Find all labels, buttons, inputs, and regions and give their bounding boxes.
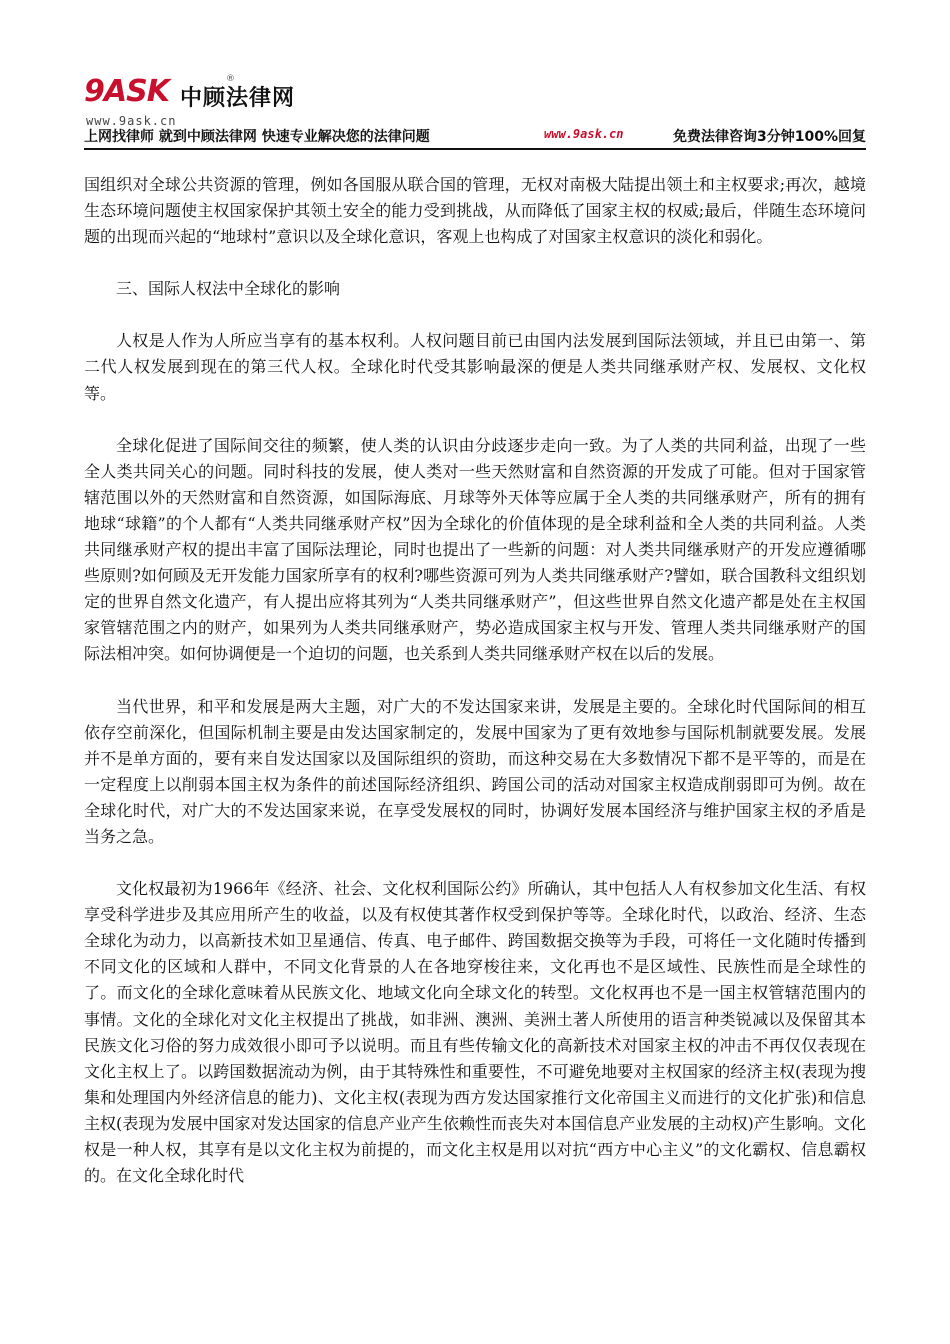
logo-url: www.9ask.cn [86,114,177,128]
registered-mark: ® [226,74,235,84]
slogan-url[interactable]: www.9ask.cn [544,127,624,141]
paragraph-continued: 国组织对全球公共资源的管理，例如各国服从联合国的管理，无权对南极大陆提出领土和主权要求;再次，越境生态环境问题使主权国家保护其领土安全的能力受到挑战，从而降低了国家主权的权威;最后，伴随生态环境问题的出现而兴起的“地球村”意识以及全球化意识，客观上也构成了对国家主权意识的淡化和弱化。 [84,175,866,247]
paragraph: 文化权最初为1966年《经济、社会、文化权利国际公约》所确认，其中包括人人有权参加文化生活、有权享受科学进步及其应用所产生的收益，以及有权使其著作权受到保护等等。全球化时代，以政治、经济、生态全球化为动力，以高新技术如卫星通信、传真、电子邮件、跨国数据交换等为手段，可将任一文化随时传播到不同文化的区域和人群中，不同文化背景的人在各地穿梭往来，文化再也不是区域性、民族性而是全球性的了。而文化的全球化意味着从民族文化、地域文化向全球文化的转型。文化权再也不是一国主权管辖范围内的事情。文化的全球化对文化主权提出了挑战，如非洲、澳洲、美洲土著人所使用的语言种类锐减以及保留其本民族文化习俗的努力成效很小即可予以说明。而且有些传输文化的高新技术对国家主权的冲击不再仅仅表现在文化主权上了。以跨国数据流动为例，由于其特殊性和重要性，不可避免地要对主权国家的经济主权(表现为搜集和处理国内外经济信息的能力)、文化主权(表现为西方发达国家推行文化帝国主义而进行的文化扩张)和信息主权(表现为发展中国家对发达国家的信息产业产生依赖性而丧失对本国信息产业发展的主动权)产生影响。文化权是一种人权，其享有是以文化主权为前提的，而文化主权是用以对抗“西方中心主义”的文化霸权、信息霸权的。在文化全球化时代 [84,879,866,1186]
section-heading: 三、国际人权法中全球化的影响 [116,279,341,299]
logo-name: 中顾法律网 [180,86,296,111]
page-header [84,68,866,152]
site-logo[interactable] [84,74,324,132]
slogan-bar [84,126,866,146]
slogan-text: 上网找律师 就到中顾法律网 快速专业解决您的法律问题 [84,129,430,145]
paragraph: 人权是人作为人所应当享有的基本权利。人权问题目前已由国内法发展到国际法领域，并且已由第一、第二代人权发展到现在的第三代人权。全球化时代受其影响最深的便是人类共同继承财产权、发展权、文化权等。 [84,331,866,403]
paragraph: 全球化促进了国际间交往的频繁，使人类的认识由分歧逐步走向一致。为了人类的共同利益，出现了一些全人类共同关心的问题。同时科技的发展，使人类对一些天然财富和自然资源的开发成了可能。但对于国家管辖范围以外的天然财富和自然资源，如国际海底、月球等外天体等应属于全人类的共同继承财产，所有的拥有地球“球籍”的个人都有“人类共同继承财产权”因为全球化的价值体现的是全球利益和全人类的共同利益。人类共同继承财产权的提出丰富了国际法理论，同时也提出了一些新的问题：对人类共同继承财产的开发应遵循哪些原则?如何顾及无开发能力国家所享有的权利?哪些资源可列为人类共同继承财产?譬如，联合国教科文组织划定的世界自然文化遗产，有人提出应将其列为“人类共同继承财产”，但这些世界自然文化遗产都是处在主权国家管辖范围之内的财产，如果列为人类共同继承财产，势必造成国家主权与开发、管理人类共同继承财产的国际法相冲突。如何协调便是一个迫切的问题，也关系到人类共同继承财产权在以后的发展。 [84,435,866,664]
article-body [84,172,866,1189]
logo-mark: 9ASK [84,74,169,109]
paragraph: 当代世界，和平和发展是两大主题，对广大的不发达国家来讲，发展是主要的。全球化时代国际间的相互依存空前深化，但国际机制主要是由发达国家制定的，发展中国家为了更有效地参与国际机制就要发展。发展并不是单方面的，要有来自发达国家以及国际组织的资助，而这种交易在大多数情况下都不是平等的，而是在一定程度上以削弱本国主权为条件的前述国际经济组织、跨国公司的活动对国家主权造成削弱即可为例。故在全球化时代，对广大的不发达国家来说，在享受发展权的同时，协调好发展本国经济与维护国家主权的矛盾是当务之急。 [84,696,866,846]
consult-text: 免费法律咨询3分钟100%回复 [673,129,866,145]
header-divider [84,148,866,150]
